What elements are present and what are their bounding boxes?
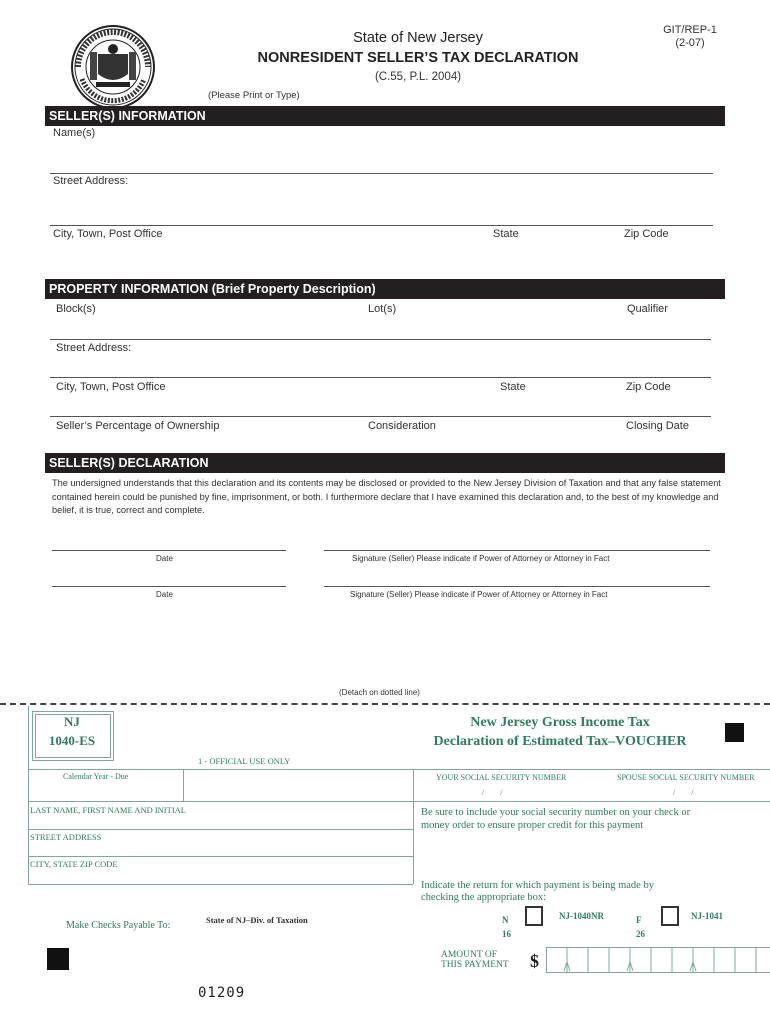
declaration-heading: SELLER(S) DECLARATION (45, 453, 725, 473)
voucher-form-name-line1: NJ (64, 714, 80, 729)
ssn-note: Be sure to include your social security number on your check or money order to ensure proper credit for this payment (421, 807, 691, 831)
spouse-ssn-label: SPOUSE SOCIAL SECURITY NUMBER (617, 773, 755, 782)
checks-payable-to: State of NJ–Div. of Taxation (206, 915, 308, 925)
print-instruction: (Please Print or Type) (208, 90, 300, 101)
ownership-label: Seller’s Percentage of Ownership (56, 420, 220, 432)
voucher-city-label: CITY, STATE ZIP CODE (30, 859, 118, 869)
form-revision: (2-07) (675, 37, 705, 49)
property-street-label: Street Address: (56, 342, 132, 354)
seller-city-label: City, Town, Post Office (53, 228, 163, 240)
nj-1040nr-checkbox[interactable] (525, 906, 543, 926)
code-f: F (636, 915, 642, 925)
property-info-heading: PROPERTY INFORMATION (Brief Property Description) (45, 279, 725, 299)
date-label-1: Date (156, 554, 173, 563)
property-state-label: State (500, 381, 526, 393)
nj-1041-checkbox[interactable] (661, 906, 679, 926)
seller-city-field[interactable] (50, 242, 714, 274)
voucher-title-line2: Declaration of Estimated Tax–VOUCHER (433, 734, 687, 749)
code-n: N (502, 915, 509, 925)
voucher-title-line1: New Jersey Gross Income Tax (470, 715, 650, 730)
official-use-label: 1 - OFFICIAL USE ONLY (198, 756, 291, 766)
divider (50, 377, 711, 378)
ssn-field[interactable]: / / (482, 788, 503, 797)
signature-label-2: Signature (Seller) Please indicate if Power of Attorney or Attorney in Fact (350, 590, 608, 599)
date-line-2[interactable] (52, 586, 286, 587)
code-n-number: 16 (502, 929, 511, 939)
declaration-text: The undersigned understands that this declaration and its contents may be disclosed or provided to the New Jersey Division of Taxation and that any false statement contained herein could be punished by fine, imprisonment, or both. I furthermore declare that I have examined this declaration and, to the best of my knowledge and belief, it is true, correct and complete. (52, 478, 721, 515)
seller-state-label: State (493, 228, 519, 240)
calendar-year-field[interactable] (30, 782, 182, 801)
amount-label-line1: AMOUNT OF (441, 950, 498, 960)
date-line-1[interactable] (52, 550, 286, 551)
seller-names-label: Name(s) (53, 127, 96, 139)
seller-street-label: Street Address: (53, 175, 129, 187)
amount-field[interactable] (546, 947, 770, 973)
divider (50, 339, 711, 340)
code-f-number: 26 (636, 929, 645, 939)
date-label-2: Date (156, 590, 173, 599)
detach-note: (Detach on dotted line) (339, 688, 420, 697)
ownership-field[interactable] (50, 434, 712, 452)
voucher-name-label: LAST NAME, FIRST NAME AND INITIAL (30, 805, 186, 815)
nj-1041-label: NJ-1041 (691, 911, 723, 921)
signature-line-2[interactable] (324, 586, 710, 587)
divider (50, 225, 713, 226)
property-zip-label: Zip Code (626, 381, 671, 393)
voucher-form-name-line2: 1040-ES (48, 733, 96, 748)
block-label: Block(s) (56, 303, 96, 315)
seller-names-field[interactable] (50, 140, 714, 174)
divider (50, 173, 713, 174)
divider (50, 416, 711, 417)
checks-payable-label: Make Checks Payable To: (66, 920, 171, 931)
spouse-ssn-field[interactable]: / / (673, 788, 694, 797)
lot-label: Lot(s) (368, 303, 397, 315)
voucher-street-label: STREET ADDRESS (30, 832, 102, 842)
state-heading: State of New Jersey (353, 30, 483, 46)
nj-1040nr-label: NJ-1040NR (559, 911, 604, 921)
property-street-field[interactable] (50, 356, 712, 378)
scan-code: 01209 (198, 985, 246, 1001)
amount-label-line2: THIS PAYMENT (441, 960, 509, 970)
return-note: Indicate the return for which payment is being made by checking the appropriate box: (421, 880, 654, 903)
seller-info-heading: SELLER(S) INFORMATION (45, 106, 725, 126)
property-city-label: City, Town, Post Office (56, 381, 166, 393)
block-lot-field[interactable] (50, 316, 712, 340)
dollar-sign: $ (530, 951, 539, 971)
form-title: NONRESIDENT SELLER’S TAX DECLARATION (257, 50, 579, 66)
form-id: GIT/REP-1 (663, 24, 717, 36)
ssn-label: YOUR SOCIAL SECURITY NUMBER (436, 773, 567, 782)
statute-citation: (C.55, P.L. 2004) (374, 71, 462, 83)
registration-mark (47, 948, 69, 970)
signature-label-1: Signature (Seller) Please indicate if Power of Attorney or Attorney in Fact (352, 554, 610, 563)
property-city-field[interactable] (50, 395, 712, 417)
nj-state-seal-icon (70, 24, 156, 110)
registration-mark (725, 723, 744, 742)
calendar-year-label: Calendar Year - Due (63, 772, 129, 781)
closing-date-label: Closing Date (626, 420, 689, 432)
signature-line-1[interactable] (324, 550, 710, 551)
detach-dotted-line (0, 703, 770, 705)
qualifier-label: Qualifier (627, 303, 668, 315)
consideration-label: Consideration (368, 420, 436, 432)
seller-zip-label: Zip Code (624, 228, 669, 240)
seller-street-field[interactable] (50, 190, 714, 225)
